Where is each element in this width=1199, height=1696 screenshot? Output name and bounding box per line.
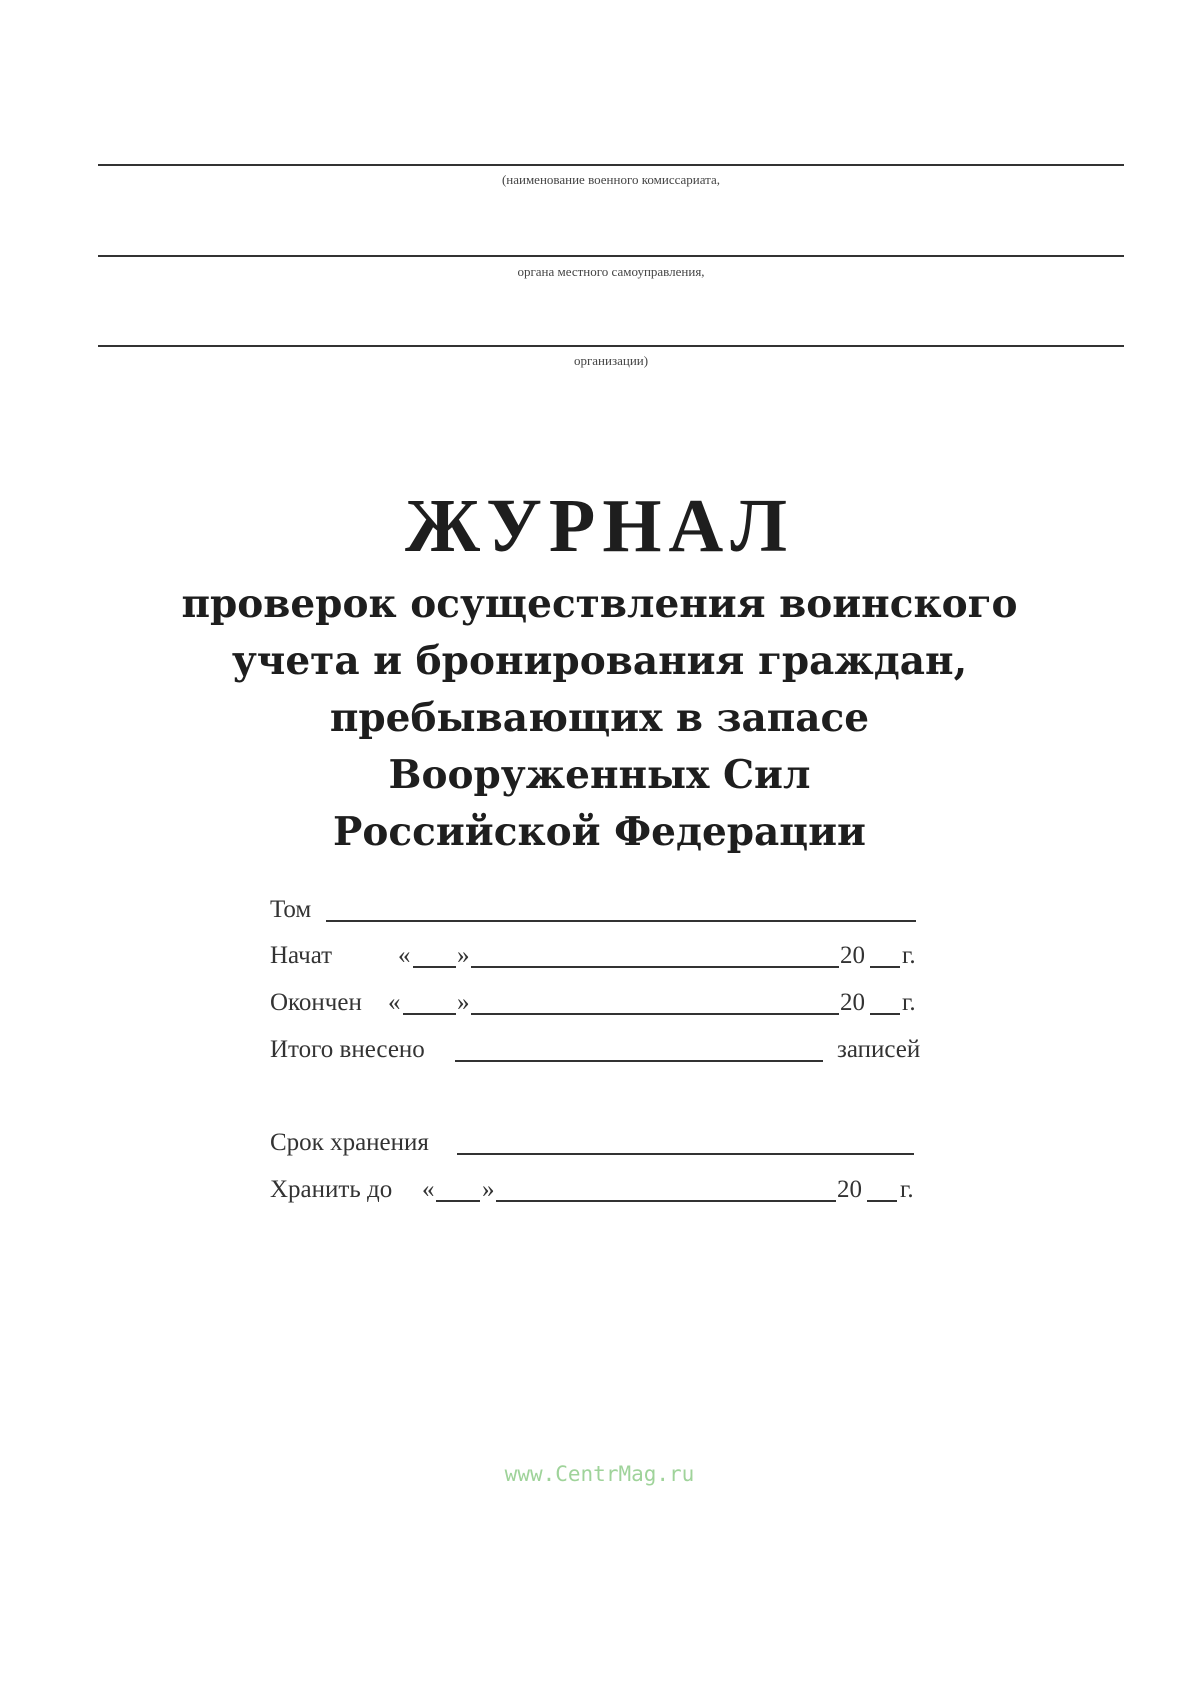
started-year-prefix: 20 (840, 942, 865, 969)
keep-until-year-suffix: г. (900, 1176, 914, 1203)
total-blank (455, 1060, 823, 1062)
keep-until-year-blank (867, 1200, 897, 1202)
organization-line-3 (98, 345, 1124, 347)
subtitle-line-3: пребывающих в запасе (329, 695, 870, 741)
site-watermark: www.CentrMag.ru (504, 1462, 695, 1486)
caption-local-government: органа местного самоуправления, (517, 264, 705, 279)
journal-fields (270, 896, 940, 1226)
started-label: Начат (270, 942, 333, 969)
ended-quote-close: » (457, 989, 470, 1016)
field-ended (270, 989, 940, 1021)
keep-until-quote-open: « (422, 1176, 435, 1203)
ended-quote-open: « (388, 989, 401, 1016)
ended-year-prefix: 20 (840, 989, 865, 1016)
field-keep-until (270, 1176, 940, 1208)
organization-line-2 (98, 255, 1124, 257)
subtitle-line-1: проверок осуществления воинского (181, 581, 1018, 627)
keep-until-day-blank (436, 1200, 480, 1202)
started-day-blank (413, 966, 456, 968)
keep-until-month-blank (496, 1200, 836, 1202)
field-volume (270, 896, 940, 928)
ended-day-blank (403, 1013, 456, 1015)
started-quote-close: » (457, 942, 470, 969)
started-quote-open: « (398, 942, 411, 969)
field-total (270, 1036, 940, 1068)
volume-label: Том (270, 896, 312, 923)
started-month-blank (471, 966, 839, 968)
ended-label: Окончен (270, 989, 362, 1016)
volume-blank (326, 920, 916, 922)
total-suffix: записей (837, 1036, 921, 1063)
document-title: ЖУРНАЛ (405, 484, 794, 568)
caption-military-commissariat: (наименование военного комиссариата, (501, 172, 721, 187)
keep-until-year-prefix: 20 (837, 1176, 862, 1203)
field-started (270, 942, 940, 974)
subtitle-line-2: учета и бронирования граждан, (231, 638, 968, 684)
total-label: Итого внесено (270, 1036, 425, 1063)
started-year-suffix: г. (902, 942, 916, 969)
keep-until-quote-close: » (482, 1176, 495, 1203)
storage-label: Срок хранения (270, 1129, 429, 1156)
subtitle-line-4: Вооруженных Сил (388, 752, 811, 798)
document-subtitle (0, 576, 1199, 861)
caption-organization: организации) (573, 353, 649, 368)
keep-until-label: Хранить до (270, 1176, 393, 1203)
ended-month-blank (471, 1013, 839, 1015)
started-year-blank (870, 966, 900, 968)
field-storage-period (270, 1129, 940, 1161)
ended-year-blank (870, 1013, 900, 1015)
storage-blank (457, 1153, 914, 1155)
organization-line-1 (98, 164, 1124, 166)
ended-year-suffix: г. (902, 989, 916, 1016)
subtitle-line-5: Российской Федерации (333, 809, 866, 855)
